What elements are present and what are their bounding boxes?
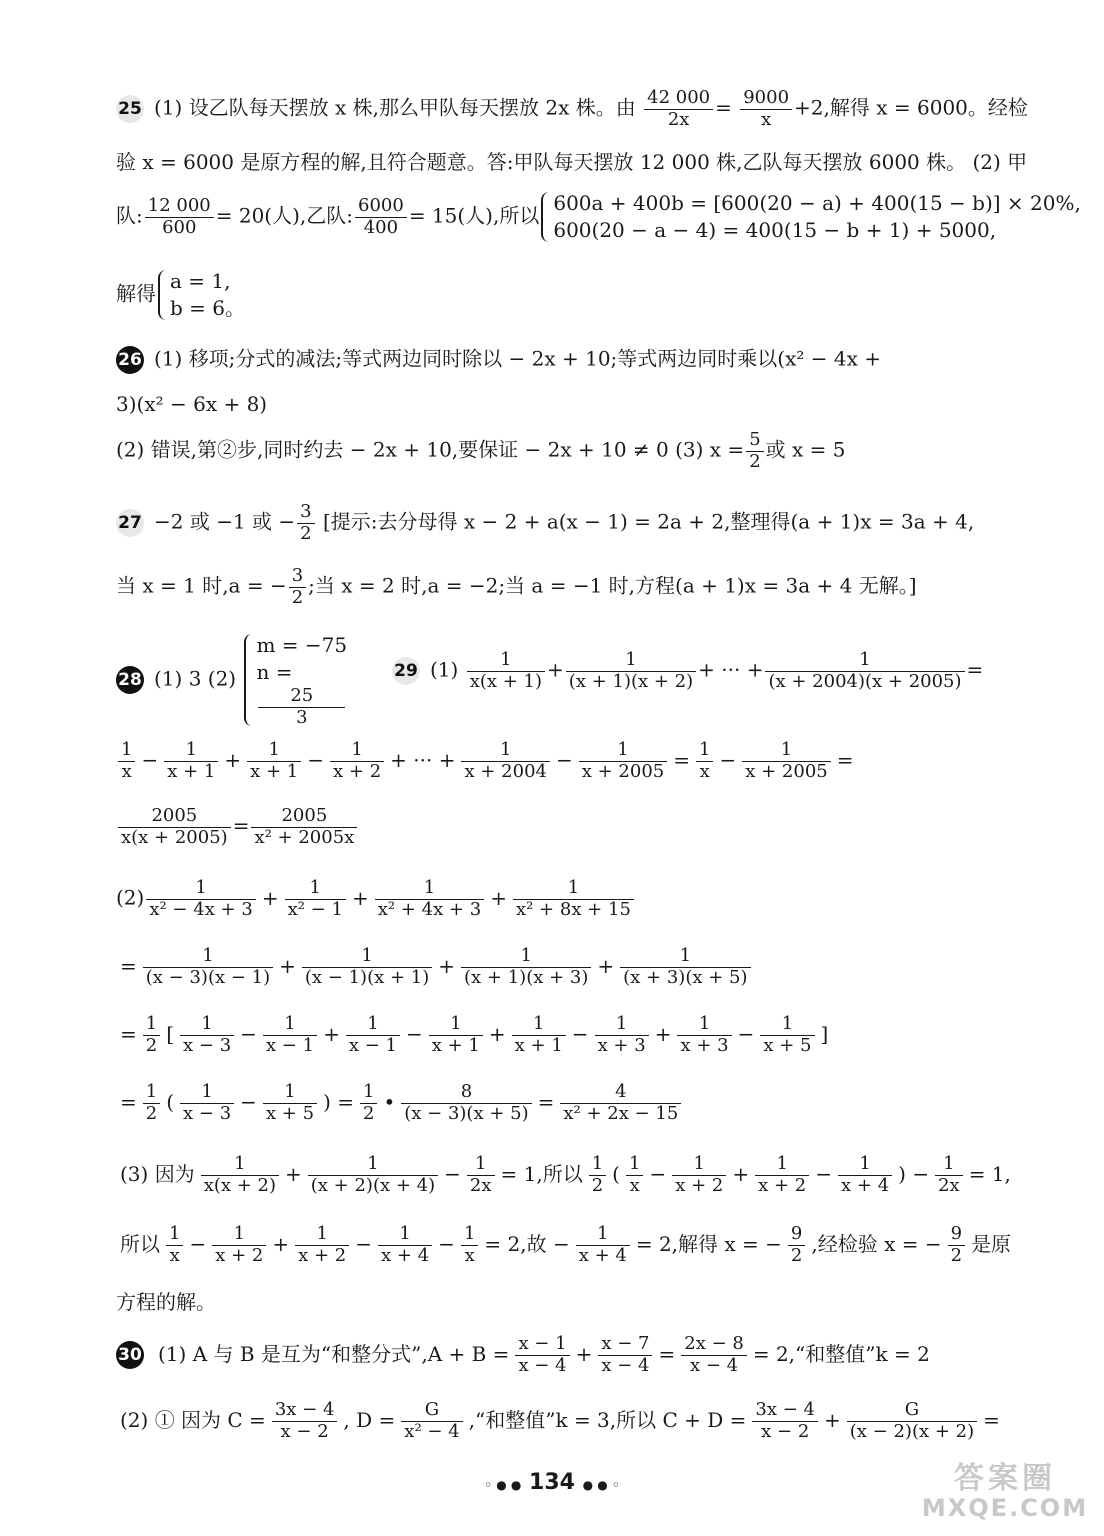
fraction: 25 3 — [258, 686, 345, 728]
math-operator: + — [654, 1021, 672, 1046]
math-operator: = — [120, 1089, 137, 1114]
math-operator: = 2,解得 x = − — [635, 1231, 782, 1256]
math-operator: ) − — [898, 1161, 930, 1186]
fraction: $\frac{1}{(x + 3)(x + 5)}$ — [620, 946, 750, 988]
page-number: 134 — [529, 1470, 575, 1495]
fraction: $\frac{3x - 4}{x - 2}$ — [752, 1400, 818, 1442]
math-operator: − — [571, 1021, 589, 1046]
fraction: $\frac{1}{x + 2}$ — [295, 1224, 349, 1266]
fraction: $\frac{1}{x + 4}$ — [378, 1224, 432, 1266]
math-operator: − — [649, 1161, 667, 1186]
math-operator: + — [597, 953, 615, 978]
equation-system: m = −75 n = 25 3 — [242, 632, 347, 728]
fraction: $\frac{1}{x(x + 1)}$ — [467, 650, 545, 692]
q26-line2: 3)(x² − 6x + 8) — [116, 392, 268, 416]
math-operator: + — [438, 953, 456, 978]
footer-dots-right: ● ● ◦ — [582, 1478, 620, 1492]
fraction: $\frac{1}{x - 1}$ — [263, 1014, 317, 1056]
fraction: $\frac{1}{(x + 2004)(x + 2005)}$ — [765, 650, 964, 692]
q26-number-badge: 26 — [116, 346, 144, 374]
q29-number-badge: 29 — [392, 657, 420, 685]
math-operator: − — [444, 1161, 461, 1186]
fraction: $\frac{1}{x + 1}$ — [164, 740, 218, 782]
fraction: $\frac{1}{x}$ — [118, 740, 135, 782]
fraction: $\frac{42 000}{2x}$ — [644, 88, 713, 130]
math-operator: 是原 — [971, 1231, 1012, 1256]
q29-line1: 29 (1) $\frac{1}{x(x + 1)}$ + $\frac{1}{(x + 1)(x + 2)}$ + ··· + $\frac{1}{(x + 2004)(x + 2005)}$ = — [392, 650, 1034, 692]
q29-part3-line2 — [116, 1224, 1034, 1266]
fraction: $\frac{1}{x + 1}$ — [512, 1014, 566, 1056]
fraction: $\frac{1}{x}$ — [696, 740, 713, 782]
q26-line3: (2) 错误,第②步,同时约去 − 2x + 10,要保证 − 2x + 10 ≠ 0 (3) x = $\frac{5}{2}$ 或 x = 5 — [116, 429, 846, 472]
math-operator: + — [575, 1341, 593, 1366]
q29-part2-line2 — [116, 946, 1034, 988]
fraction: $\frac{1}{x + 2}$ — [672, 1154, 726, 1196]
q25-solution: 解得 a = 1, b = 6。 — [116, 269, 245, 320]
fraction: $\frac{3}{2}$ — [289, 566, 306, 608]
fraction: $\frac{2005}{x(x + 2005)}$ — [118, 806, 231, 848]
q28-number-badge: 28 — [116, 666, 144, 694]
math-operator: − — [438, 1231, 455, 1256]
fraction: $\frac{1}{x + 4}$ — [576, 1224, 630, 1266]
math-operator: + — [732, 1161, 750, 1186]
fraction: $\frac{1}{\text{x² + 8x + 15}}$ — [513, 878, 634, 920]
fraction: $\frac{12 000}{600}$ — [145, 196, 214, 238]
math-operator: (2) ① 因为 C = — [120, 1407, 266, 1432]
fraction: $\frac{3x - 4}{x - 2}$ — [272, 1400, 338, 1442]
equation-system: 600a + 400b = [600(20 − a) + 400(15 − b)] × 20%, 600(20 − a − 4) = 400(15 − b + 1) + 5000, — [539, 190, 1081, 244]
q25-line3: 队: $\frac{12 000}{600}$ = 20(人),乙队: $\frac{6000}{400}$ = 15(人),所以 600a + 400b = [600(20 − a) + 400(15 − b)] × 20%, 600(20 − a − 4) = 400(15 − b + 1) + 5000, — [116, 191, 1081, 242]
fraction: $\frac{3}{2}$ — [297, 502, 314, 544]
watermark-logo: 答案圈 MXQE.COM — [921, 1461, 1089, 1522]
q29-part3-line3: 方程的解。 — [116, 1290, 216, 1314]
math-operator: − — [737, 1021, 755, 1046]
math-operator: + — [272, 1231, 290, 1256]
math-operator: − — [307, 747, 325, 772]
fraction: $\frac{1}{x(x + 2)}$ — [201, 1154, 279, 1196]
fraction: $\frac{1}{x}$ — [166, 1224, 183, 1266]
fraction: $\frac{1}{(x + 1)(x + 3)}$ — [461, 946, 591, 988]
fraction: $\frac{1}{x - 3}$ — [180, 1014, 234, 1056]
fraction: $\frac{1}{x + 5}$ — [760, 1014, 814, 1056]
math-operator: (1) A 与 B 是互为“和整分式”,A + B = — [158, 1341, 510, 1366]
math-operator: + — [351, 885, 369, 910]
math-operator: − — [240, 1089, 257, 1114]
fraction: $\frac{2005}{\text{x² + 2005x}}$ — [251, 806, 357, 848]
fraction: $\frac{1}{(x - 1)(x + 1)}$ — [302, 946, 432, 988]
fraction: $\frac{9000}{x}$ — [740, 88, 792, 130]
math-operator: = — [537, 1089, 555, 1114]
math-operator: + — [279, 953, 296, 978]
fraction: $\frac{1}{x + 2}$ — [330, 740, 384, 782]
fraction: $\frac{5}{2}$ — [746, 430, 763, 472]
math-operator: = 1, — [968, 1161, 1011, 1186]
fraction: $\frac{1}{2}$ — [360, 1082, 377, 1124]
fraction: $\frac{1}{x + 4}$ — [838, 1154, 892, 1196]
fraction: $\frac{1}{x + 2004}$ — [461, 740, 550, 782]
fraction: $\frac{1}{x + 2005}$ — [579, 740, 668, 782]
fraction: $\frac{9}{2}$ — [788, 1224, 805, 1266]
fraction: $\frac{G}{(x - 2)(x + 2)}$ — [847, 1400, 977, 1442]
math-operator: + — [323, 1021, 340, 1046]
math-operator: + — [490, 885, 507, 910]
math-operator: 所以 — [120, 1231, 160, 1256]
math-operator: = — [658, 1341, 676, 1366]
fraction: $\frac{1}{(x + 2)(x + 4)}$ — [308, 1154, 438, 1196]
q29-part2-line1: (2) $\frac{1}{\text{x² − 4x + 3}}$ + $\frac{1}{\text{x² − 1}}$ + $\frac{1}{\text{x² + 4x + 3}}$ + $\frac{1}{\text{x² + 8x + 15}}$ — [116, 878, 1034, 920]
q30-number-badge: 30 — [116, 1341, 144, 1369]
math-operator: + — [261, 885, 279, 910]
math-operator: [ — [166, 1021, 175, 1046]
math-operator: = 1,所以 — [500, 1161, 583, 1186]
math-operator: + — [824, 1407, 841, 1432]
q29-part3-line1 — [116, 1154, 1034, 1196]
fraction: $\frac{1}{\text{x² − 1}}$ — [285, 878, 346, 920]
fraction: $\frac{2x - 8}{x - 4}$ — [681, 1334, 747, 1376]
fraction: $\frac{1}{\text{x² − 4x + 3}}$ — [146, 878, 255, 920]
math-operator: • — [383, 1089, 396, 1114]
math-operator: ,“和整值”k = 3,所以 C + D = — [468, 1407, 747, 1432]
q30-line2 — [116, 1400, 1034, 1442]
math-operator: − — [141, 747, 159, 772]
q26-line1: 26 (1) 移项;分式的减法;等式两边同时除以 − 2x + 10;等式两边同时乘以(x² − 4x + — [116, 346, 1034, 374]
q25-number-badge: 25 — [116, 95, 144, 123]
math-operator: = 2,故 − — [484, 1231, 570, 1256]
math-operator: (3) 因为 — [120, 1161, 195, 1186]
math-operator: ] — [820, 1021, 829, 1046]
math-operator: , D = — [343, 1407, 396, 1432]
math-operator: − — [240, 1021, 257, 1046]
q25-line1: 25 (1) 设乙队每天摆放 x 株,那么甲队每天摆放 2x 株。由 $\frac{42 000}{2x}$ = $\frac{9000}{x}$ +2,解得 x = 6000。经检 — [116, 88, 1034, 130]
fraction: $\frac{1}{x + 3}$ — [595, 1014, 649, 1056]
fraction: $\frac{1}{x + 2}$ — [755, 1154, 809, 1196]
math-operator: + — [224, 747, 242, 772]
math-operator: − — [405, 1021, 423, 1046]
math-operator: = — [836, 747, 854, 772]
math-operator: ( — [166, 1089, 175, 1114]
fraction: $\frac{1}{\text{x² + 4x + 3}}$ — [375, 878, 484, 920]
math-operator: − — [189, 1231, 207, 1256]
fraction: $\frac{1}{x}$ — [461, 1224, 478, 1266]
fraction: $\frac{1}{2}$ — [143, 1014, 160, 1056]
math-operator: + — [285, 1161, 302, 1186]
q29-line2 — [116, 740, 1034, 782]
fraction: $\frac{1}{x + 3}$ — [677, 1014, 731, 1056]
fraction: $\frac{9}{2}$ — [948, 1224, 965, 1266]
math-operator: − — [815, 1161, 833, 1186]
fraction: $\frac{1}{x}$ — [626, 1154, 643, 1196]
fraction: $\frac{1}{x + 5}$ — [263, 1082, 317, 1124]
q27-line1: 27 −2 或 −1 或 − $\frac{3}{2}$ [提示:去分母得 x − 2 + a(x − 1) = 2a + 2,整理得(a + 1)x = 3a + 4, — [116, 502, 1034, 544]
fraction: $\frac{1}{2}$ — [143, 1082, 160, 1124]
math-operator: = — [983, 1407, 1000, 1432]
fraction: $\frac{G}{\text{x² − 4}}$ — [401, 1400, 462, 1442]
math-operator: ( — [612, 1161, 620, 1186]
math-operator: ) = — [323, 1089, 354, 1114]
fraction: $\frac{1}{x + 1}$ — [429, 1014, 483, 1056]
fraction: $\frac{1}{(x - 3)(x - 1)}$ — [143, 946, 273, 988]
math-operator: + — [488, 1021, 506, 1046]
q27-line2: 当 x = 1 时,a = − $\frac{3}{2}$ ;当 x = 2 时,a = −2;当 a = −1 时,方程(a + 1)x = 3a + 4 无解。] — [116, 565, 917, 608]
math-operator: − — [719, 747, 737, 772]
solution-system: a = 1, b = 6。 — [156, 268, 245, 322]
fraction: $\frac{4}{\text{x² + 2x − 15}}$ — [560, 1082, 681, 1124]
q30-line1 — [116, 1334, 1034, 1376]
fraction: $\frac{x - 1}{x - 4}$ — [515, 1334, 569, 1376]
fraction: $\frac{1}{x + 2005}$ — [742, 740, 831, 782]
fraction: $\frac{1}{x + 1}$ — [247, 740, 301, 782]
math-operator: − — [355, 1231, 373, 1256]
fraction: $\frac{6000}{400}$ — [355, 196, 407, 238]
math-operator: − — [555, 747, 573, 772]
math-operator: = — [673, 747, 691, 772]
fraction: $\frac{1}{x - 1}$ — [346, 1014, 400, 1056]
fraction: $\frac{1}{2}$ — [589, 1154, 606, 1196]
math-operator: = 2,“和整值”k = 2 — [752, 1341, 930, 1366]
q28-line: 28 (1) 3 (2) m = −75 n = 25 3 — [116, 632, 347, 728]
fraction: $\frac{1}{2x}$ — [467, 1154, 495, 1196]
fraction: $\frac{1}{x - 3}$ — [180, 1082, 234, 1124]
q27-number-badge: 27 — [116, 509, 144, 537]
fraction: $\frac{1}{(x + 1)(x + 2)}$ — [566, 650, 696, 692]
math-operator: ,经检验 x = − — [811, 1231, 942, 1256]
fraction: $\frac{1}{x + 2}$ — [212, 1224, 266, 1266]
fraction: $\frac{x - 7}{x - 4}$ — [598, 1334, 652, 1376]
q29-line3: $\frac{2005}{x(x + 2005)}$ = $\frac{2005}{\text{x² + 2005x}}$ — [116, 806, 1034, 848]
footer-dots-left: ◦ ● ● — [484, 1478, 522, 1492]
fraction: $\frac{1}{2x}$ — [935, 1154, 963, 1196]
fraction: $\frac{8}{(x - 3)(x + 5)}$ — [401, 1082, 531, 1124]
math-operator: = — [120, 953, 137, 978]
q29-part2-line3 — [116, 1014, 1034, 1056]
math-operator: = — [120, 1021, 137, 1046]
q29-part2-line4 — [116, 1082, 1034, 1124]
q25-line2: 验 x = 6000 是原方程的解,且符合题意。答:甲队每天摆放 12 000 株,乙队每天摆放 6000 株。 (2) 甲 — [116, 150, 1028, 174]
math-operator: + ··· + — [390, 747, 456, 772]
